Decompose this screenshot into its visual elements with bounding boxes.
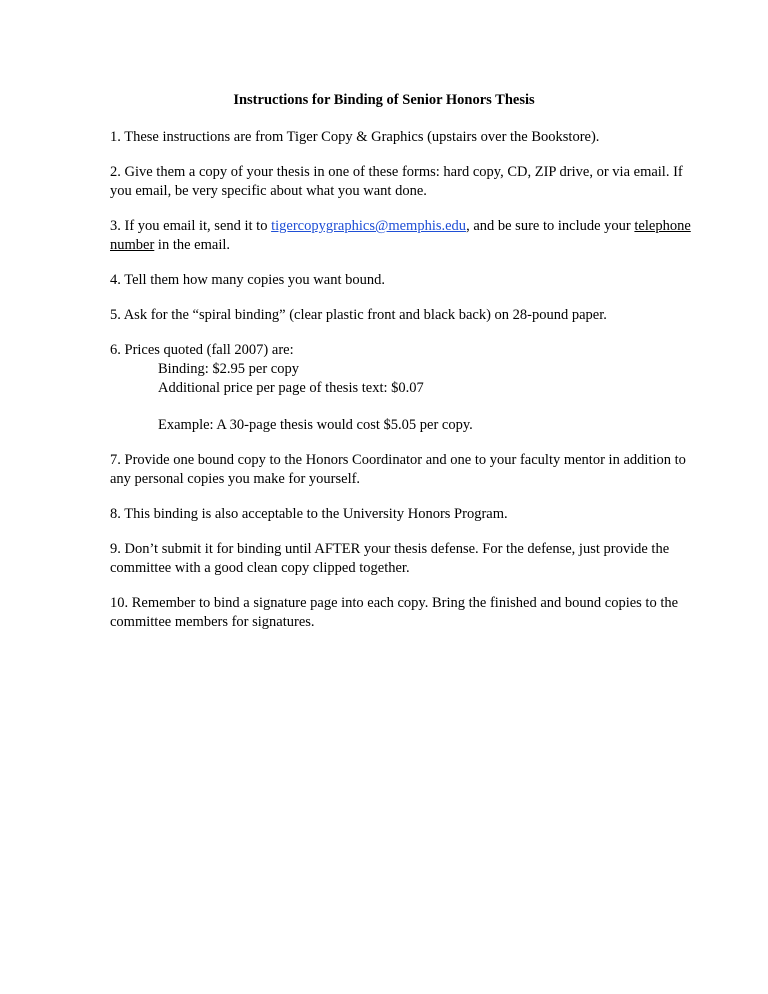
instruction-8: 8. This binding is also acceptable to the University Honors Program.: [110, 506, 508, 522]
instruction-7: 7. Provide one bound copy to the Honors Coordinator and one to your faculty mentor in addition to any personal copies you make for yourself.: [110, 452, 686, 487]
instruction-3: [110, 217, 700, 255]
document-title: Instructions for Binding of Senior Honors Thesis: [233, 92, 535, 108]
instruction-2: 2. Give them a copy of your thesis in one of these forms: hard copy, CD, ZIP drive, or via email. If you email, be very specific about what you want done.: [110, 164, 683, 199]
instruction-3-text-start: 3. If you email it, send it to: [110, 218, 272, 234]
instruction-6: [110, 341, 700, 435]
instruction-5: 5. Ask for the “spiral binding” (clear plastic front and black back) on 28-pound paper.: [110, 307, 607, 323]
price-binding: Binding: $2.95 per copy: [158, 361, 299, 377]
document-body: [110, 128, 700, 648]
telephone-number-emphasis: telephone number: [110, 218, 691, 253]
spacer: [110, 398, 700, 416]
instruction-9: 9. Don’t submit it for binding until AFTER your thesis defense. For the defense, just provide the committee with a good clean copy clipped together.: [110, 541, 670, 576]
instruction-1: 1. These instructions are from Tiger Copy & Graphics (upstairs over the Bookstore).: [110, 129, 600, 145]
email-link[interactable]: tigercopygraphics@memphis.edu: [271, 218, 467, 234]
instruction-3-text-end: in the email.: [154, 237, 230, 253]
instruction-6-intro: 6. Prices quoted (fall 2007) are:: [110, 342, 294, 358]
instruction-3-text-middle: , and be sure to include your: [466, 218, 635, 234]
instruction-10: 10. Remember to bind a signature page into each copy. Bring the finished and bound copies to the committee members for signatures.: [110, 595, 679, 630]
price-additional-page: Additional price per page of thesis text: $0.07: [158, 380, 424, 396]
instruction-4: 4. Tell them how many copies you want bound.: [110, 272, 385, 288]
price-example: Example: A 30-page thesis would cost $5.05 per copy.: [158, 417, 473, 433]
